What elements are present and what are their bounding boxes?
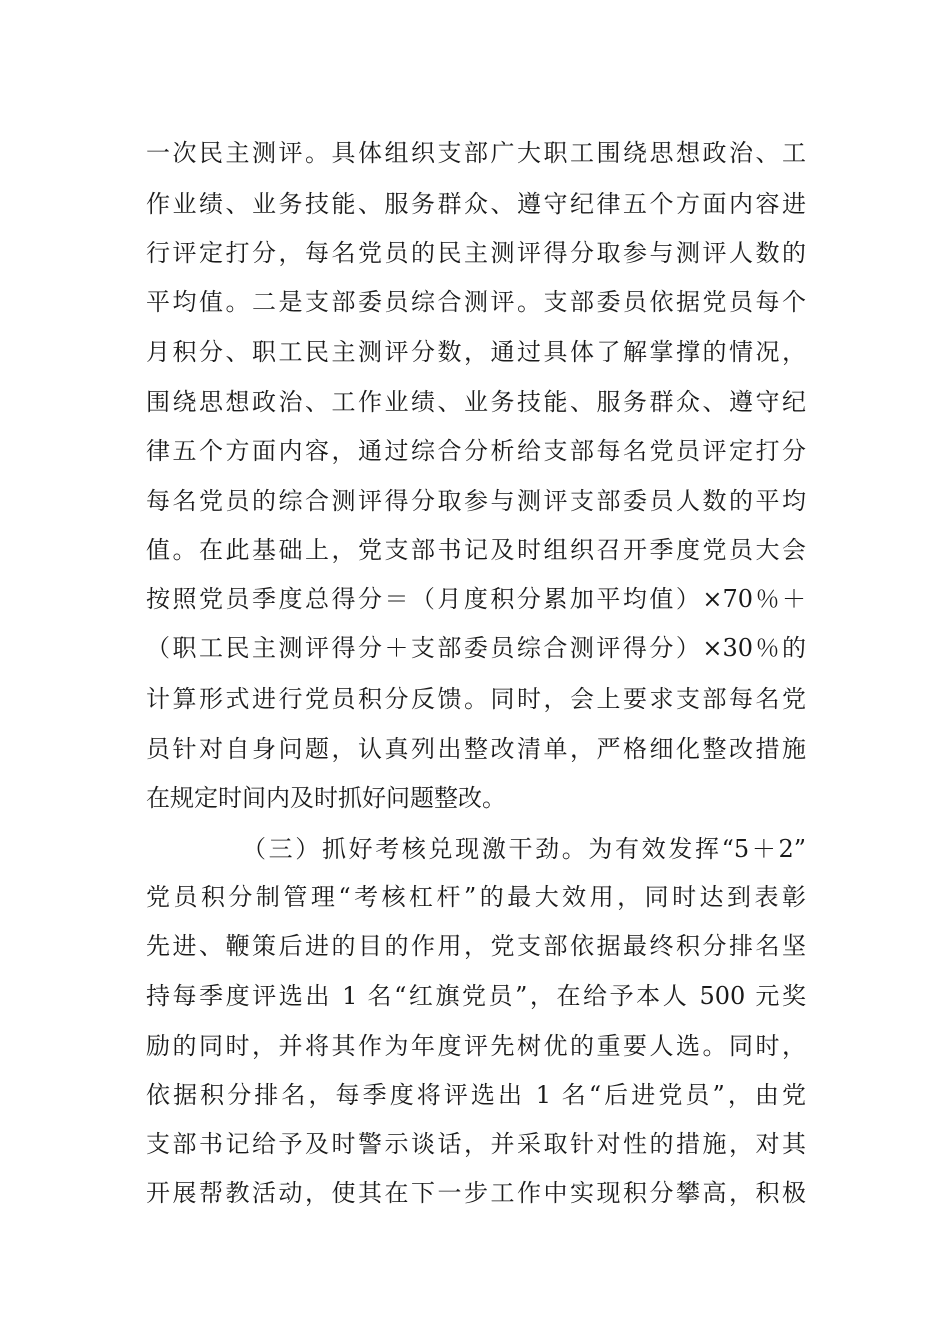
- paragraph-1-line-4: 平均值。二是支部委员综合测评。支部委员依据党员每个: [146, 288, 806, 316]
- paragraph-1-line-8: 每名党员的综合测评得分取参与测评支部委员人数的平均: [146, 487, 806, 515]
- paragraph-2-line-5: 励的同时，并将其作为年度评先树优的重要人选。同时，: [146, 1032, 806, 1060]
- paragraph-2-line-8: 开展帮教活动，使其在下一步工作中实现积分攀高，积极: [146, 1179, 806, 1207]
- paragraph-1-line-13: 员针对自身问题，认真列出整改清单，严格细化整改措施: [146, 735, 806, 763]
- paragraph-2-line-6: 依据积分排名，每季度将评选出 1 名“后进党员”，由党: [146, 1081, 806, 1109]
- paragraph-2-line-3: 先进、鞭策后进的目的作用，党支部依据最终积分排名坚: [146, 932, 806, 960]
- paragraph-1-line-14: 在规定时间内及时抓好问题整改。: [146, 784, 506, 812]
- paragraph-1-line-6: 围绕思想政治、工作业绩、业务技能、服务群众、遵守纪: [146, 388, 806, 416]
- paragraph-1-line-7: 律五个方面内容，通过综合分析给支部每名党员评定打分: [146, 437, 806, 465]
- paragraph-2-line-2: 党员积分制管理“考核杠杆”的最大效用，同时达到表彰: [146, 883, 806, 911]
- paragraph-2-line-1: （三）抓好考核兑现激干劲。为有效发挥“5＋2”: [242, 835, 806, 863]
- paragraph-1-line-5: 月积分、职工民主测评分数，通过具体了解掌撑的情况，: [146, 338, 806, 366]
- paragraph-2-line-7: 支部书记给予及时警示谈话，并采取针对性的措施，对其: [146, 1130, 806, 1158]
- paragraph-1-line-9: 值。在此基础上，党支部书记及时组织召开季度党员大会: [146, 536, 806, 564]
- paragraph-1-line-1: 一次民主测评。具体组织支部广大职工围绕思想政治、工: [146, 139, 806, 167]
- paragraph-1-line-10: 按照党员季度总得分＝（月度积分累加平均值）×70％＋: [146, 585, 806, 613]
- paragraph-1-line-3: 行评定打分，每名党员的民主测评得分取参与测评人数的: [146, 239, 806, 267]
- paragraph-2-line-4: 持每季度评选出 1 名“红旗党员”，在给予本人 500 元奖: [146, 982, 806, 1010]
- paragraph-1-line-11: （职工民主测评得分＋支部委员综合测评得分）×30％的: [146, 634, 806, 662]
- paragraph-1-line-12: 计算形式进行党员积分反馈。同时，会上要求支部每名党: [146, 685, 806, 713]
- paragraph-1-line-2: 作业绩、业务技能、服务群众、遵守纪律五个方面内容进: [146, 190, 806, 218]
